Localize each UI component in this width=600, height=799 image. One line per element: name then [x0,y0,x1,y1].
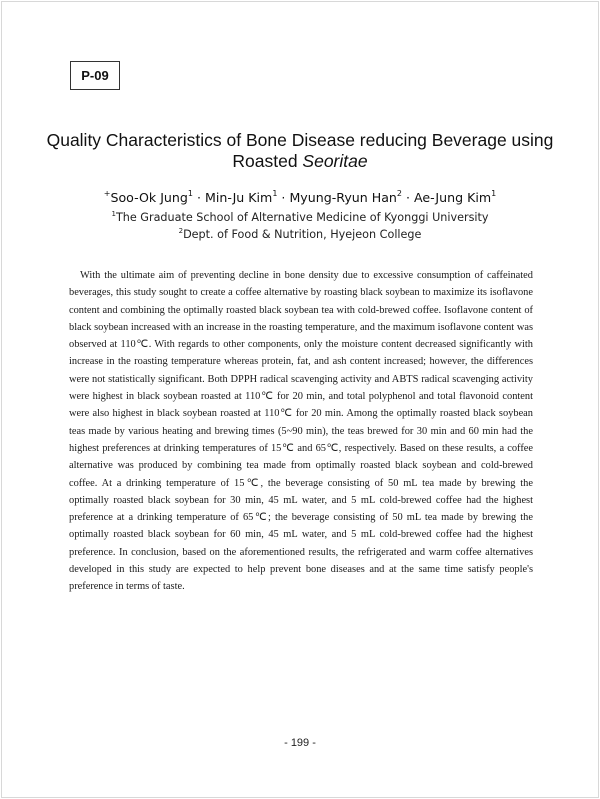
corresponding-author-mark: + [103,189,111,198]
author-name: Myung-Ryun Han [289,190,397,205]
author-separator: · [277,190,290,205]
author-affil-number: 1 [187,189,193,198]
page-number: - 199 - [284,737,316,749]
author-name: Soo-Ok Jung [110,190,188,205]
author-name: Ae-Jung Kim [414,190,492,205]
title-line-1: Quality Characteristics of Bone Disease reducing Beverage using [46,130,554,150]
author-affil-number: 1 [272,189,278,198]
author-name: Min-Ju Kim [205,190,273,205]
affiliation-text: The Graduate School of Alternative Medicine of Kyonggi University [115,211,489,224]
abstract-body: With the ultimate aim of preventing decline in bone density due to excessive consumption of caffeinated beverages, this study sought to create a coffee alternative by roasting black soybean to maximize its isoflavone content and combining the optimally roasted black soybean tea with cold-brewed coffee. Isoflavone content of black soybean increased with an increase in the roasting temperature, and the maximum isoflavone content was observed at 110℃. With regards to other components, only the moisture content decreased significantly with increase in the roasting temperature whereas protein, fat, and ash content increased; however, the differences were not statistically significant. Both DPPH radical scavenging activity and ABTS radical scavenging activity were highest in black soybean roasted at 110℃ for 20 min, and total polyphenol and total flavonoid content were also highest in black soybean roasted at 110℃ for 20 min. Among the optimally roasted black soybean teas made by various heating and brewing times (5~90 min), the teas brewed for 30 min and 60 min had the highest preferences at drinking temperatures of 15℃ and 65℃, respectively. Based on these results, a coffee alternative was produced by combining tea made from optimally roasted black soybean and cold-brewed coffee. At a drinking temperature of 15℃, the beverage consisting of 50 mL tea made by brewing the optimally roasted black soybean for 30 min, 45 mL water, and 5 mL cold-brewed coffee had the highest preference at a drinking temperature of 65℃; the beverage consisting of 50 mL tea made by brewing the optimally roasted black soybean for 60 min, 45 mL water, and 5 mL cold-brewed coffee had the highest preference. In conclusion, based on the aforementioned results, the refrigerated and warm coffee alternatives developed in this study are expected to help prevent bone diseases and at the same time satisfy people's preference in terms of taste. [69,270,533,593]
affiliation-1 [40,211,560,225]
affiliation-2 [40,228,560,242]
paper-title [40,130,560,172]
title-line-2 [40,151,560,172]
author-affil-number: 1 [491,189,497,198]
author-separator: · [402,190,415,205]
title-line-2-italic: Seoritae [302,151,368,171]
author-list [40,190,560,206]
presentation-code-box: P-09 [70,61,120,90]
affiliation-number: 2 [178,227,184,235]
title-line-2-prefix: Roasted [232,151,303,171]
affiliation-number: 1 [111,210,116,218]
affiliation-text: Dept. of Food & Nutrition, Hyejeon College [183,228,422,241]
author-affil-number: 2 [396,189,403,198]
author-separator: · [192,190,205,205]
